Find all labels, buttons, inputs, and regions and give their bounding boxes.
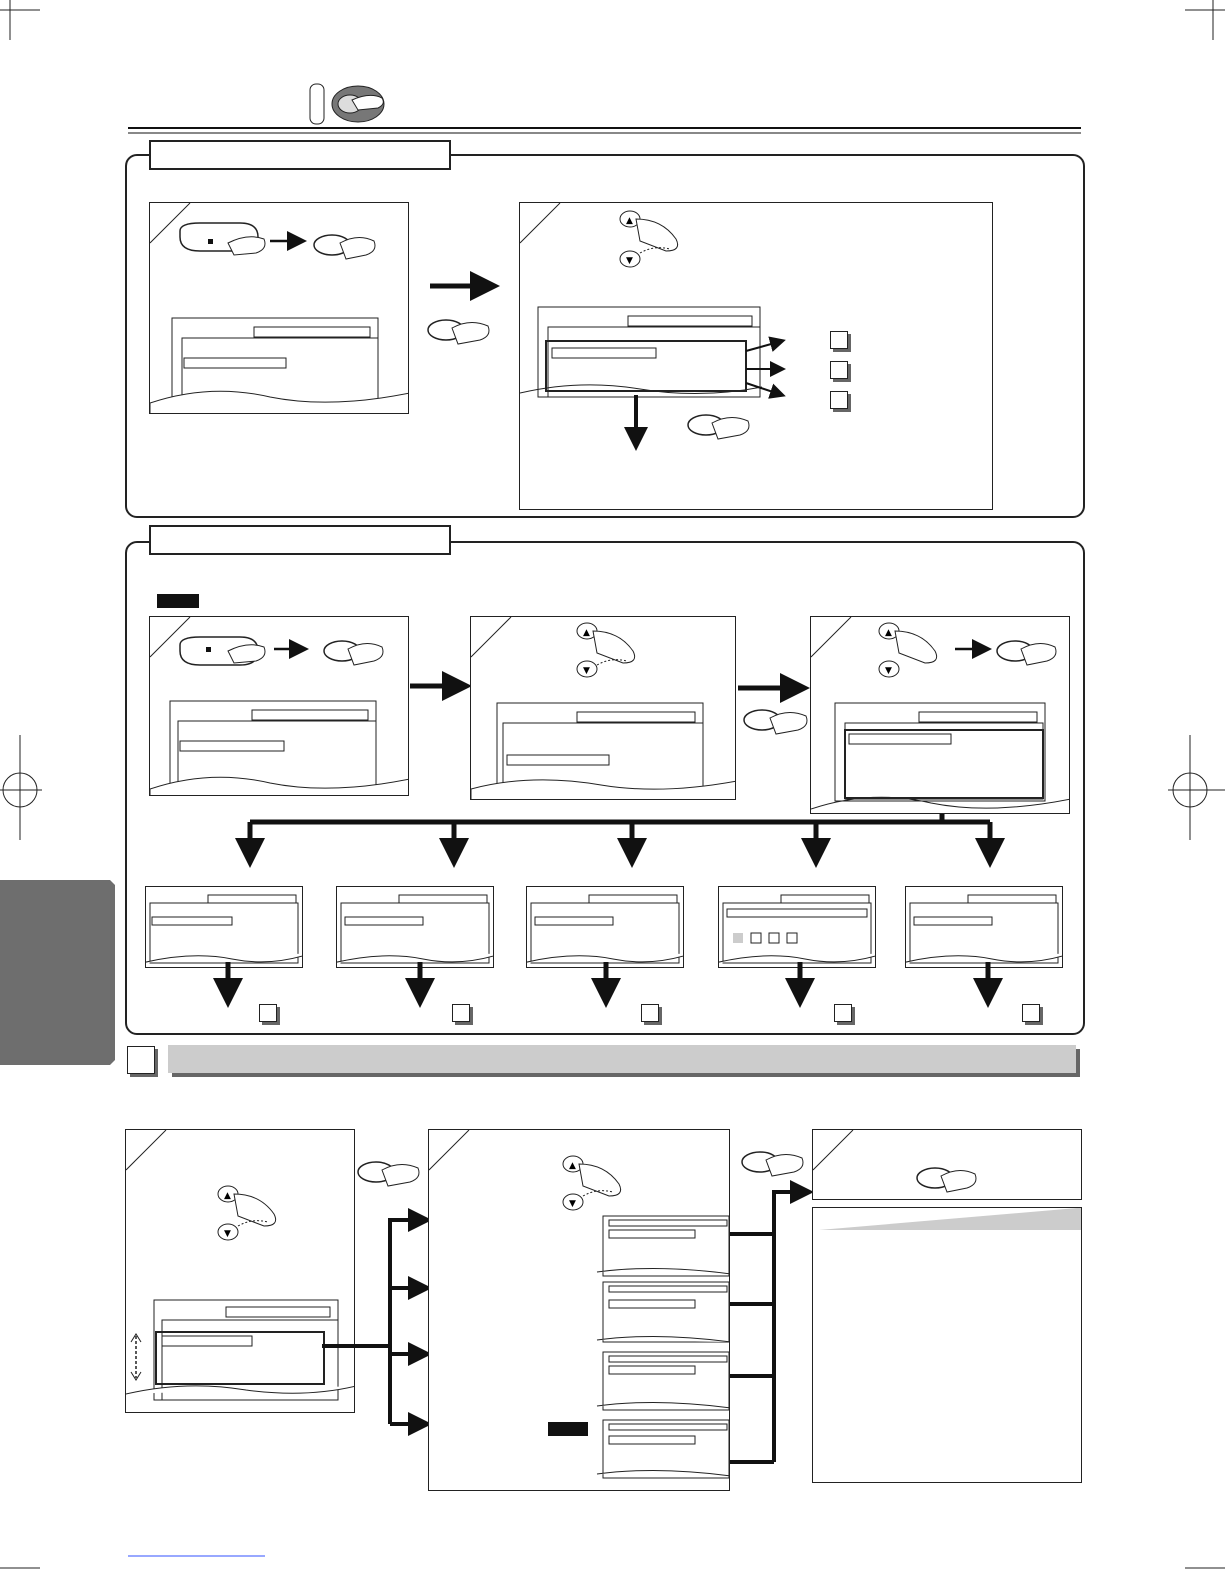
note-panel	[812, 1207, 1082, 1483]
bottom-step-2	[428, 1129, 730, 1491]
svg-text:▲: ▲	[583, 628, 590, 638]
svg-text:▼: ▼	[626, 256, 633, 266]
svg-text:▼: ▼	[583, 666, 590, 676]
svg-text:▲: ▲	[885, 628, 892, 638]
svg-text:▼: ▼	[885, 666, 892, 676]
bottom-step-3-art	[813, 1130, 1082, 1200]
svg-text:▼: ▼	[224, 1229, 231, 1239]
svg-text:▲: ▲	[569, 1161, 576, 1171]
bottom-step-2-art	[429, 1130, 730, 1491]
svg-text:▲: ▲	[626, 216, 633, 226]
svg-text:▼: ▼	[569, 1199, 576, 1209]
svg-text:▲: ▲	[224, 1191, 231, 1201]
bottom-step-3	[812, 1129, 1082, 1200]
note-panel-header	[813, 1208, 1082, 1483]
